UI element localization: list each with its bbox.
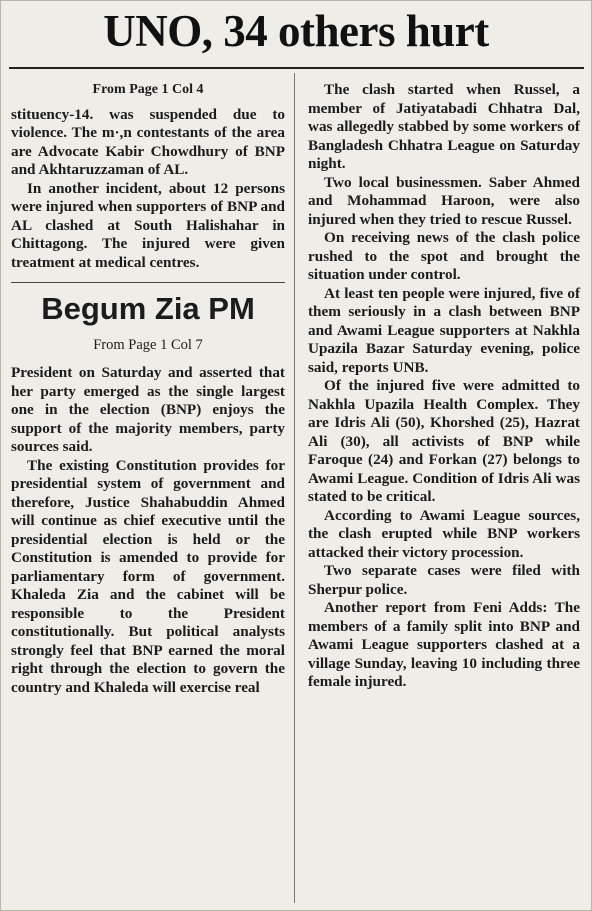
article-paragraph: President on Saturday and asserted that her party emerged as the single largest one in the election (BNP) enjoys the support of the majority members, party sources said. <box>11 364 285 456</box>
headline-rule <box>9 67 584 69</box>
article-paragraph: The clash started when Russel, a member of Jatiyatabadi Chhatra Dal, was allegedly stabbed by some workers of Bangladesh Chhatra League on Saturday night. <box>308 81 580 172</box>
article-paragraph: On receiving news of the clash police rushed to the spot and brought the situation under control. <box>308 229 580 283</box>
article-paragraph: Two separate cases were filed with Sherpur police. <box>308 562 580 598</box>
main-headline: UNO, 34 others hurt <box>103 6 489 56</box>
jump-line-page1-col4: From Page 1 Col 4 <box>92 82 204 97</box>
article-paragraph: Two local businessmen. Saber Ahmed and Mohammad Haroon, were also injured when they tried to rescue Russel. <box>308 173 580 228</box>
article-paragraph: The existing Constitution provides for presidential system of government and therefore, Justice Shahabuddin Ahmed will continue as chief executive until the presidential election is held or the Constitution is amended to provide for parliamentary form of government. Khaleda Zia and the cabinet will be responsible to the President constitutionally. But political analysts strongly feel that BNP earned the moral right through the election to govern the country and Khaleda will exercise real <box>11 456 285 696</box>
article-paragraph: Of the injured five were admitted to Nakhla Upazila Health Complex. They are Idris Ali (50), Khorshed (25), Hazrat Ali (30), all activists of BNP while Faroque (24) and Forkan (27) belongs to Awami League. Condition of Idris Ali was stated to be critical. <box>308 377 580 505</box>
right-column <box>308 81 580 692</box>
article-paragraph: According to Awami League sources, the clash erupted while BNP workers attacked their victory procession. <box>308 506 580 561</box>
article-paragraph: stituency-14. was suspended due to violence. The m·,n contestants of the area are Advocate Kabir Chowdhury of BNP and Akhtaruzzaman of AL. <box>11 105 285 178</box>
article-paragraph: In another incident, about 12 persons were injured when supporters of BNP and AL clashed at South Halishahar in Chittagong. The injured were given treatment at medical centres. <box>11 179 285 271</box>
jump-line-page1-col7: From Page 1 Col 7 <box>93 336 203 353</box>
second-story-headline: Begum Zia PM <box>41 291 255 326</box>
article-paragraph: At least ten people were injured, five of them seriously in a clash between BNP and Awami League supporters at Nakhla Upazila Bazar Saturday evening, police said, reports UNB. <box>308 284 580 376</box>
article-paragraph: Another report from Feni Adds: The members of a family split into BNP and Awami League supporters clashed at a village Sunday, leaving 10 including three female injured. <box>308 599 580 690</box>
column-divider <box>294 73 295 903</box>
story-separator <box>11 282 285 283</box>
left-column <box>11 81 285 697</box>
